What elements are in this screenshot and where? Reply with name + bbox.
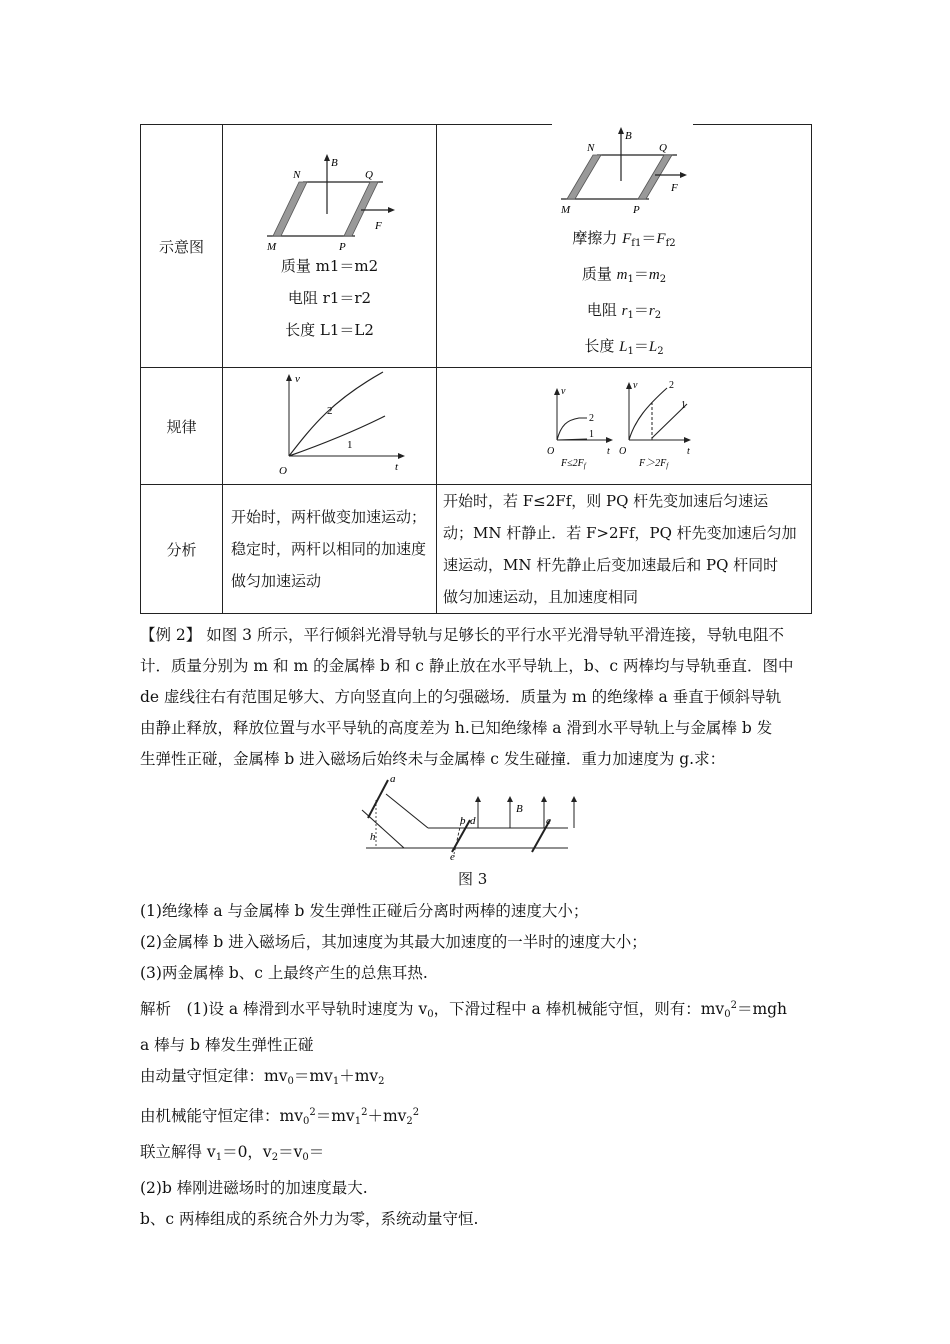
question-3: (3)两金属棒 b、c 上最终产生的总焦耳热. — [140, 964, 428, 982]
comparison-table — [140, 124, 812, 614]
mass-equal: 质量 m1＝m2 — [280, 257, 379, 275]
solution-line-3: 由动量守恒定律：$mv_0=mv_1+mv_2$ — [140, 1067, 385, 1087]
case2-analysis-cell — [437, 485, 812, 614]
condition-left: $F\le 2F_f$ — [561, 458, 586, 470]
axis-t-left: t — [607, 446, 610, 457]
case1-analysis-text: 开始时，两杆做变加速运动；稳定时，两杆以相同的加速度做匀加速运动 — [231, 508, 427, 590]
resistance-equal: 电阻 r1＝r2 — [287, 289, 372, 307]
curve-label-1-right: 1 — [681, 400, 686, 411]
label-c: c — [546, 815, 551, 827]
curve-label-1-left: 1 — [589, 429, 594, 440]
label-h: h — [370, 831, 376, 843]
rails-diagram-1 — [255, 152, 405, 253]
table-border-gap — [552, 119, 693, 127]
vt-graph-2 — [437, 370, 810, 482]
label-M: M — [266, 241, 276, 253]
question-1: (1)绝缘棒 a 与金属棒 b 发生弹性正碰后分离时两棒的速度大小； — [140, 902, 589, 920]
label-Q: Q — [364, 169, 373, 181]
axis-v: v — [295, 373, 300, 385]
axis-t: t — [395, 461, 399, 473]
row-label: 示意图 — [158, 237, 204, 256]
row-header-law — [141, 368, 223, 485]
solution-line-4: 由机械能守恒定律：$mv_0^2=mv_1^2+mv_2^2$ — [140, 1107, 420, 1127]
case2-diagram-cell — [437, 125, 812, 368]
label-b: b — [460, 815, 466, 827]
row-header-diagram — [141, 125, 223, 368]
axis-v-left: v — [561, 386, 566, 397]
length-equal: 长度 L1＝L2 — [285, 321, 374, 339]
example-paragraph: 【例 2】 如图 3 所示，平行倾斜光滑导轨与足够长的平行水平光滑导轨平滑连接，导轨电阻不 计．质量分别为 m 和 m 的金属棒 b 和 c 静止放在水平导轨上，b、c 两棒均与导轨垂直．图中 de 虚线往右有范围足够大、方向竖直向上的匀强磁场．质量为 m 的绝缘棒 a 垂直于倾斜导轨 由静止释放，释放位置与水平导轨的高度差为 h.已知绝缘棒 a 滑到水平导轨上与金属棒 b 发 生弹性正碰，金属棒 b 进入磁场后始终未与金属棒 c 发生碰撞．重力加速度为 g.求： — [140, 626, 794, 768]
row-label: 规律 — [166, 417, 197, 436]
row-header-analysis — [141, 485, 223, 614]
questions — [140, 896, 812, 989]
figure-3 — [358, 770, 588, 863]
curve-label-2-left: 2 — [589, 413, 594, 424]
label-Q: Q — [659, 142, 667, 154]
curve-label-1: 1 — [347, 439, 353, 451]
label-B: B — [625, 130, 632, 142]
resistance-equal-2: 电阻 $r_1=r_2$ — [586, 301, 662, 321]
solution — [140, 990, 812, 1235]
label-P: P — [338, 241, 346, 253]
solution-line-2: a 棒与 b 棒发生弹性正碰 — [140, 1036, 314, 1054]
row-label: 分析 — [166, 540, 197, 559]
condition-right: $F>2F_f$ — [639, 458, 669, 470]
axis-t-right: t — [687, 446, 690, 457]
label-B: B — [330, 157, 338, 169]
case1-graph-cell — [223, 368, 437, 485]
case2-graph-cell — [437, 368, 812, 485]
label-M: M — [561, 204, 571, 216]
label-e: e — [450, 851, 455, 863]
figure-caption: 图 3 — [458, 870, 488, 888]
case1-diagram-cell — [223, 125, 437, 368]
case1-analysis-cell — [223, 485, 437, 614]
label-F: F — [671, 182, 678, 194]
mass-equal-2: 质量 $m_1=m_2$ — [581, 265, 667, 285]
solution-line-6: (2)b 棒刚进磁场时的加速度最大. — [140, 1179, 368, 1197]
example-tag: 【例 2】 — [140, 626, 202, 644]
label-B: B — [516, 803, 523, 815]
case2-analysis-text: 开始时，若 F≤2Ff，则 PQ 杆先变加速后匀速运 动；MN 杆静止．若 F>2Ff，PQ 杆先变加速后匀加 速运动，MN 杆先静止后变加速最后和 PQ 杆同时 做匀加速运动，且加速度相同 — [443, 492, 797, 606]
label-P: P — [633, 204, 640, 216]
origin-right: O — [619, 446, 627, 457]
label-N: N — [292, 169, 300, 181]
curve-label-2-right: 2 — [669, 380, 674, 391]
friction-equal: 摩擦力 $F_{f1}=F_{f2}$ — [572, 229, 676, 249]
solution-line-5: 联立解得 $v_1=0$，$v_2=v_0=$ — [140, 1143, 325, 1163]
vt-graph-1 — [223, 370, 435, 482]
label-F: F — [374, 220, 382, 232]
solution-line-1: 解析 (1)设 a 棒滑到水平导轨时速度为 $v_0$，下滑过程中 a 棒机械能守恒，则有：$mv_0^2=mgh$ — [140, 1000, 788, 1020]
label-a: a — [390, 773, 396, 785]
label-N: N — [587, 142, 595, 154]
question-2: (2)金属棒 b 进入磁场后，其加速度为其最大加速度的一半时的速度大小； — [140, 933, 647, 951]
solution-line-7: b、c 两棒组成的系统合外力为零，系统动量守恒. — [140, 1210, 479, 1228]
axis-v-right: v — [633, 380, 638, 391]
origin-left: O — [547, 446, 555, 457]
rails-diagram-2 — [549, 125, 699, 217]
origin: O — [279, 465, 287, 477]
label-d: d — [470, 815, 476, 827]
length-equal-2: 长度 $L_1=L_2$ — [584, 337, 664, 357]
curve-label-2: 2 — [327, 405, 333, 417]
